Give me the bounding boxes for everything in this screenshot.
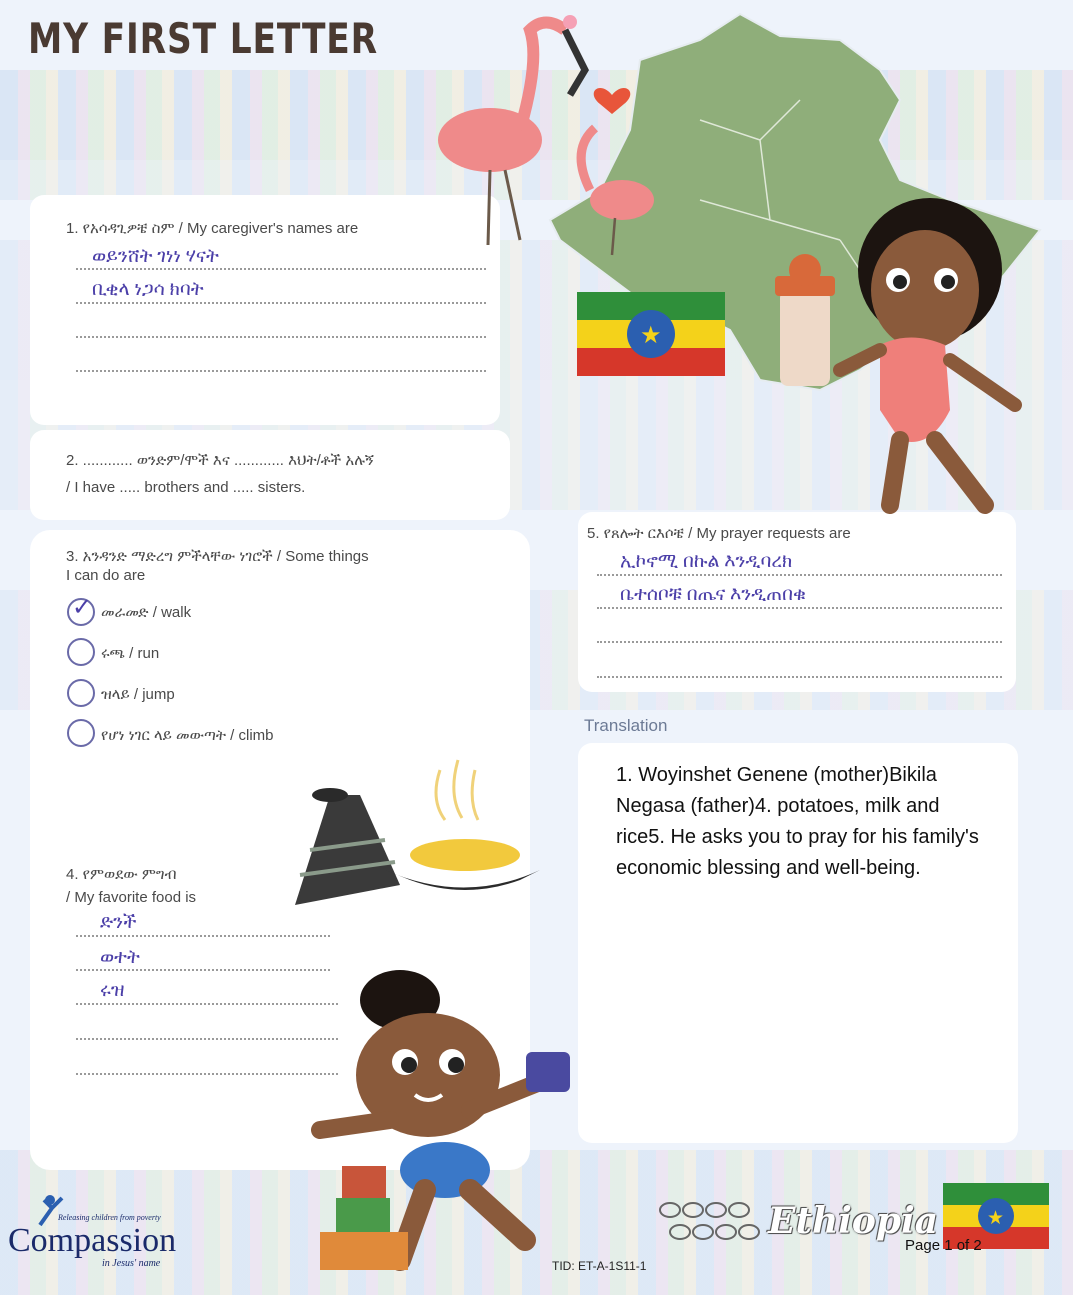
food-pot-icon <box>295 760 540 905</box>
option-climb: የሆነ ነገር ላይ መውጣት / climb <box>101 727 274 744</box>
food-line-2: ወተት <box>100 947 140 968</box>
translation-text: 1. Woyinshet Genene (mother)Bikila Negasa (father)4. potatoes, milk and rice5. He asks you to pray for his family's economic blessing and well-being. <box>616 764 979 879</box>
write-line <box>76 336 486 338</box>
translation-heading: Translation <box>584 716 668 735</box>
checkbox-run[interactable] <box>67 638 95 666</box>
leaves-icon <box>660 1203 759 1239</box>
food-label-2: / My favorite food is <box>66 889 197 906</box>
ethiopia-wordmark: Ethiopia <box>768 1200 939 1242</box>
write-line <box>76 969 330 971</box>
toy-blocks-icon <box>320 1166 408 1270</box>
tid-code: TID: ET-A-1S11-1 <box>552 1259 647 1273</box>
page-title: MY FIRST LETTER <box>28 14 378 63</box>
caregiver-label: 1. የአሳዳጊዎቼ ስም / My caregiver's names are <box>66 220 359 237</box>
logo-tagline: Releasing children from poverty <box>58 1213 161 1222</box>
check-mark-icon: ✓ <box>72 593 93 621</box>
write-line <box>597 574 1002 576</box>
write-line <box>597 641 1002 643</box>
write-line <box>597 607 1002 609</box>
logo-subtitle: in Jesus' name <box>102 1258 161 1269</box>
write-line <box>76 370 486 372</box>
page-number: Page 1 of 2 <box>905 1237 982 1254</box>
compassion-logo: Compassion <box>8 1222 177 1259</box>
svg-text:★: ★ <box>987 1207 1005 1229</box>
skills-label-2: I can do are <box>66 567 146 584</box>
caregiver-line-1: ወይንሸት ገነነ ሃናት <box>92 246 219 267</box>
write-line <box>597 676 1002 678</box>
write-line <box>76 268 486 270</box>
flamingo-icon <box>438 15 585 245</box>
heart-icon <box>594 88 631 114</box>
option-run: ሩጫ / run <box>101 645 160 662</box>
option-walk: መራመድ / walk <box>101 604 192 621</box>
svg-text:★: ★ <box>640 321 662 349</box>
write-line <box>76 935 330 937</box>
food-line-1: ድንች <box>100 912 137 933</box>
girl-illustration <box>840 198 1015 505</box>
food-label: 4. የምወደው ምግብ <box>66 866 177 883</box>
food-line-3: ሩዝ <box>100 980 125 1001</box>
prayer-line-1: ኢኮኖሚ በኩል እንዲባረክ <box>620 551 793 572</box>
siblings-label-english: / I have ..... brothers and ..... sisters. <box>66 479 306 496</box>
checkbox-climb[interactable] <box>67 719 95 747</box>
write-line <box>76 1073 338 1075</box>
siblings-label-amharic: 2. ............ ወንድም/ሞች እና ............ እህት/ቶች አሉኝ <box>66 452 374 469</box>
ethiopia-flag-icon <box>577 292 725 376</box>
prayer-line-2: ቤተሰቦቹ በጤና እንዲጠበቁ <box>620 584 806 605</box>
caregiver-line-2: ቢቂላ ነጋሳ ክባት <box>92 279 204 300</box>
option-jump: ዝላይ / jump <box>101 686 175 703</box>
write-line <box>76 302 486 304</box>
skills-label: 3. አንዳንድ ማድረግ ምችላቸው ነገሮች / Some things <box>66 548 369 565</box>
write-line <box>76 1038 338 1040</box>
prayer-label: 5. የጸሎት ርእሶቼ / My prayer requests are <box>587 525 851 542</box>
write-line <box>76 1003 338 1005</box>
checkbox-jump[interactable] <box>67 679 95 707</box>
